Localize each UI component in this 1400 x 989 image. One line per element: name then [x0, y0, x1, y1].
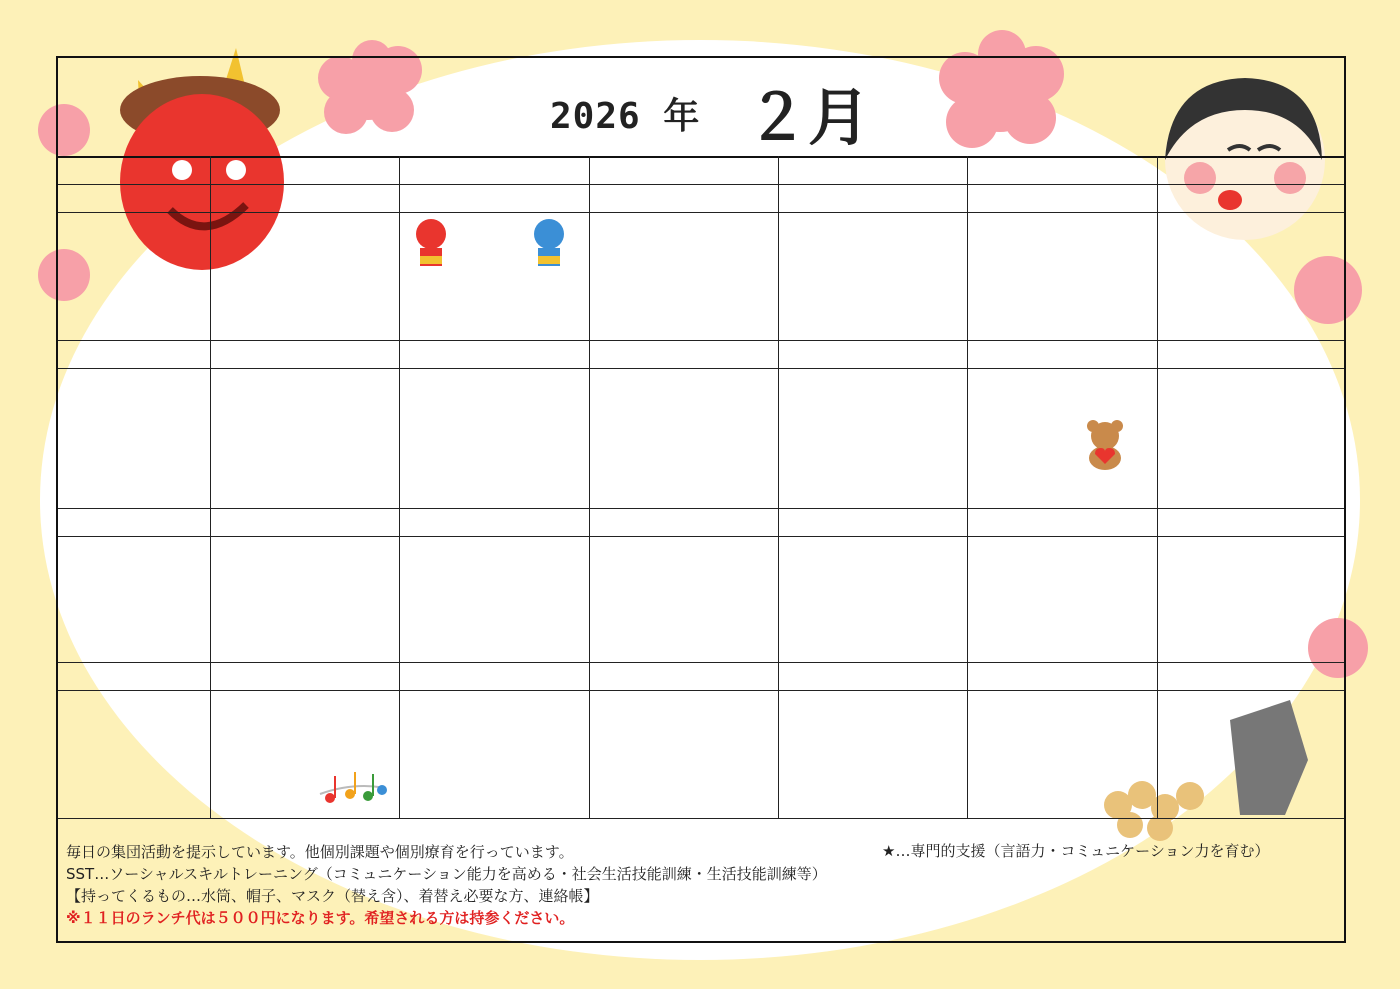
footer-warning: ※１１日のランチ代は５００円になります。希望される方は持参ください。 [66, 909, 575, 927]
column-divider [210, 156, 211, 819]
date-number [967, 662, 1157, 690]
date-number [1157, 340, 1346, 368]
date-number [399, 184, 589, 212]
date-number [58, 508, 210, 536]
date-number [399, 508, 589, 536]
date-number [58, 662, 210, 690]
footer-line: 毎日の集団活動を提示しています。他個別課題や個別療育を行っています。 [66, 843, 574, 861]
rest-day-cell [1157, 536, 1346, 662]
date-number [210, 662, 399, 690]
activity-cell [778, 536, 967, 662]
activity-cell [778, 212, 967, 340]
date-number [399, 662, 589, 690]
red-oni-icon [410, 216, 452, 276]
footer-notes [66, 841, 827, 929]
date-number [210, 508, 399, 536]
teddy-bear-icon [1085, 418, 1125, 474]
activity-cell [778, 690, 967, 818]
support-note: ★…専門的支援（言語力・コミュニケーション力を育む） [882, 842, 1270, 860]
date-number [589, 508, 778, 536]
activity-cell [589, 368, 778, 508]
activity-cell [210, 212, 399, 340]
date-number [778, 508, 967, 536]
activity-cell [967, 368, 1157, 508]
date-number [778, 184, 967, 212]
date-number [967, 508, 1157, 536]
rest-day-cell [58, 368, 210, 508]
weekday-header [399, 156, 589, 184]
date-number [58, 184, 210, 212]
activity-cell [399, 690, 589, 818]
date-number [1157, 508, 1346, 536]
weekday-header [967, 156, 1157, 184]
activity-cell [967, 212, 1157, 340]
date-number [58, 340, 210, 368]
column-divider [967, 156, 968, 819]
date-number [589, 340, 778, 368]
activity-cell [589, 212, 778, 340]
calendar-title [58, 58, 1344, 156]
calendar [56, 56, 1346, 943]
activity-cell [210, 536, 399, 662]
date-number [589, 662, 778, 690]
weekday-header [210, 156, 399, 184]
activity-cell [210, 368, 399, 508]
activity-cell [399, 536, 589, 662]
activity-cell [967, 690, 1157, 818]
activity-cell [778, 368, 967, 508]
column-divider [778, 156, 779, 819]
rest-day-cell [58, 212, 210, 340]
year-label: 2026 年 [550, 96, 701, 137]
date-number [589, 184, 778, 212]
rest-day-cell [1157, 368, 1346, 508]
column-divider [1157, 156, 1158, 819]
date-number [967, 184, 1157, 212]
month-label: ２月 [746, 81, 871, 154]
calendar-grid [58, 156, 1344, 819]
weekday-header [1157, 156, 1346, 184]
weekday-header [778, 156, 967, 184]
date-number [210, 340, 399, 368]
activity-cell [589, 690, 778, 818]
activity-cell [399, 368, 589, 508]
footer-line: SST…ソーシャルスキルトレーニング（コミュニケーション能力を高める・社会生活技能訓練・生活技能訓練等） [66, 865, 827, 883]
activity-cell [967, 536, 1157, 662]
date-number [778, 340, 967, 368]
rest-day-cell [1157, 212, 1346, 340]
blue-oni-icon [528, 216, 570, 276]
column-divider [399, 156, 400, 819]
date-number [1157, 184, 1346, 212]
date-number [967, 340, 1157, 368]
rest-day-cell [58, 690, 210, 818]
footer-line: 【持ってくるもの…水筒、帽子、マスク（替え含）、着替え必要な方、連絡帳】 [66, 887, 599, 905]
weekday-header [58, 156, 210, 184]
row-divider [58, 818, 1344, 819]
date-number [210, 184, 399, 212]
rest-day-cell [1157, 690, 1346, 818]
rest-day-cell [58, 536, 210, 662]
column-divider [589, 156, 590, 819]
activity-cell [589, 536, 778, 662]
music-notes-icon [316, 764, 390, 812]
date-number [1157, 662, 1346, 690]
date-number [399, 340, 589, 368]
weekday-header [589, 156, 778, 184]
date-number [778, 662, 967, 690]
